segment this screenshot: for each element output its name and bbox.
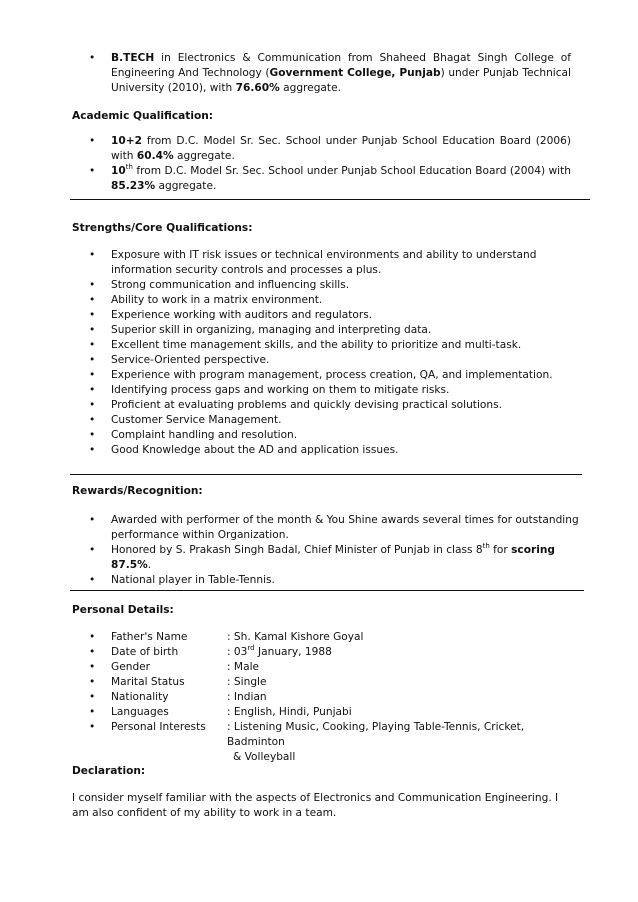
education-list — [71, 51, 571, 96]
academic-text: from D.C. Model Sr. Sec. School under Punjab School Education Board (2006) with — [111, 135, 571, 162]
detail-value — [227, 720, 581, 765]
detail-label: • Personal Interests — [111, 721, 206, 733]
detail-label: • Languages — [111, 706, 169, 718]
strength-item: • Service-Oriented perspective. — [71, 353, 581, 368]
dob-sup: rd — [247, 644, 255, 652]
dob-rest: January, 1988 — [254, 646, 332, 658]
detail-label: • Father's Name — [111, 631, 188, 643]
declaration-heading: Declaration: — [72, 765, 146, 777]
academic-sup: th — [125, 163, 133, 171]
detail-value: : Male — [227, 661, 260, 673]
reward-sup: th — [482, 542, 490, 550]
declaration-text: I consider myself familiar with the aspects of Electronics and Communication Engineering. I am also confident of my ability to work in a team. — [72, 792, 559, 819]
strength-item: • Exposure with IT risk issues or technical environments and ability to understand information security controls and processes a plus. — [71, 248, 581, 278]
academic-item — [71, 134, 571, 164]
strengths-heading: Strengths/Core Qualifications: — [72, 222, 253, 234]
section-divider — [70, 199, 590, 200]
strength-item: • Experience working with auditors and regulators. — [71, 308, 581, 323]
detail-value — [227, 645, 581, 660]
detail-value: : English, Hindi, Punjabi — [227, 706, 352, 718]
reward-item — [71, 543, 581, 573]
section-divider — [70, 590, 584, 591]
degree-name: B.TECH — [111, 52, 155, 64]
rewards-heading: Rewards/Recognition: — [72, 485, 203, 497]
detail-row-marital — [71, 675, 581, 690]
reward-text: for — [489, 544, 512, 556]
detail-label: • Date of birth — [111, 646, 179, 658]
strength-item: • Complaint handling and resolution. — [71, 428, 581, 443]
reward-text: Honored by S. Prakash Singh Badal, Chief Minister of Punjab in class 8 — [111, 544, 483, 556]
strength-item: • Experience with program management, process creation, QA, and implementation. — [71, 368, 581, 383]
strength-item: • Ability to work in a matrix environment. — [71, 293, 581, 308]
dob-day: : 03 — [227, 646, 248, 658]
detail-row-dob — [71, 645, 581, 660]
reward-score: scoring 87.5% — [111, 544, 555, 571]
strength-item: • Superior skill in organizing, managing and interpreting data. — [71, 323, 581, 338]
detail-value: : Sh. Kamal Kishore Goyal — [227, 631, 364, 643]
strength-item: • Excellent time management skills, and the ability to prioritize and multi-task. — [71, 338, 581, 353]
strength-item: • Proficient at evaluating problems and quickly devising practical solutions. — [71, 398, 581, 413]
education-btech-item — [71, 51, 571, 96]
strengths-list — [71, 248, 581, 458]
detail-label: • Marital Status — [111, 676, 185, 688]
academic-tail: aggregate. — [173, 150, 235, 162]
detail-row-interests — [71, 720, 581, 765]
detail-row-father — [71, 630, 581, 645]
detail-label: • Gender — [111, 661, 151, 673]
strength-item: • Good Knowledge about the AD and application issues. — [71, 443, 581, 458]
reward-item: • Awarded with performer of the month & You Shine awards several times for outstanding performance within Organization. — [71, 513, 581, 543]
rewards-list — [71, 513, 581, 588]
detail-row-nationality — [71, 690, 581, 705]
academic-text: from D.C. Model Sr. Sec. School under Punjab School Education Board (2004) with — [132, 165, 571, 177]
academic-tail: aggregate. — [155, 180, 217, 192]
academic-item — [71, 164, 571, 194]
strength-item: • Customer Service Management. — [71, 413, 581, 428]
reward-item: • National player in Table-Tennis. — [71, 573, 581, 588]
detail-row-languages — [71, 705, 581, 720]
section-divider — [70, 474, 582, 475]
academic-score: 85.23% — [111, 180, 156, 192]
interests-line-2: & Volleyball — [233, 751, 296, 763]
college-name: Government College, Punjab — [269, 67, 441, 79]
academic-score: 60.4% — [136, 150, 174, 162]
academic-list — [71, 134, 571, 194]
strength-item: • Strong communication and influencing skills. — [71, 278, 581, 293]
detail-value: : Indian — [227, 691, 267, 703]
degree-text-2: ) under Punjab Technical University (2010), with — [111, 67, 571, 94]
degree-text: in Electronics & Communication from Shaheed Bhagat Singh College of Engineering And Technology ( — [111, 52, 571, 79]
academic-title: 10+2 — [111, 135, 142, 147]
interests-line-1: : Listening Music, Cooking, Playing Table-Tennis, Cricket, Badminton — [227, 721, 525, 748]
detail-label: • Nationality — [111, 691, 169, 703]
strength-item: • Identifying process gaps and working on them to mitigate risks. — [71, 383, 581, 398]
detail-row-gender — [71, 660, 581, 675]
reward-text: . — [147, 559, 152, 571]
degree-score: 76.60% — [235, 82, 280, 94]
academic-title: 10 — [111, 165, 126, 177]
personal-heading: Personal Details: — [72, 604, 174, 616]
detail-value: : Single — [227, 676, 267, 688]
personal-details-list — [71, 630, 581, 765]
academic-heading: Academic Qualification: — [72, 110, 214, 122]
degree-text-3: aggregate. — [279, 82, 341, 94]
